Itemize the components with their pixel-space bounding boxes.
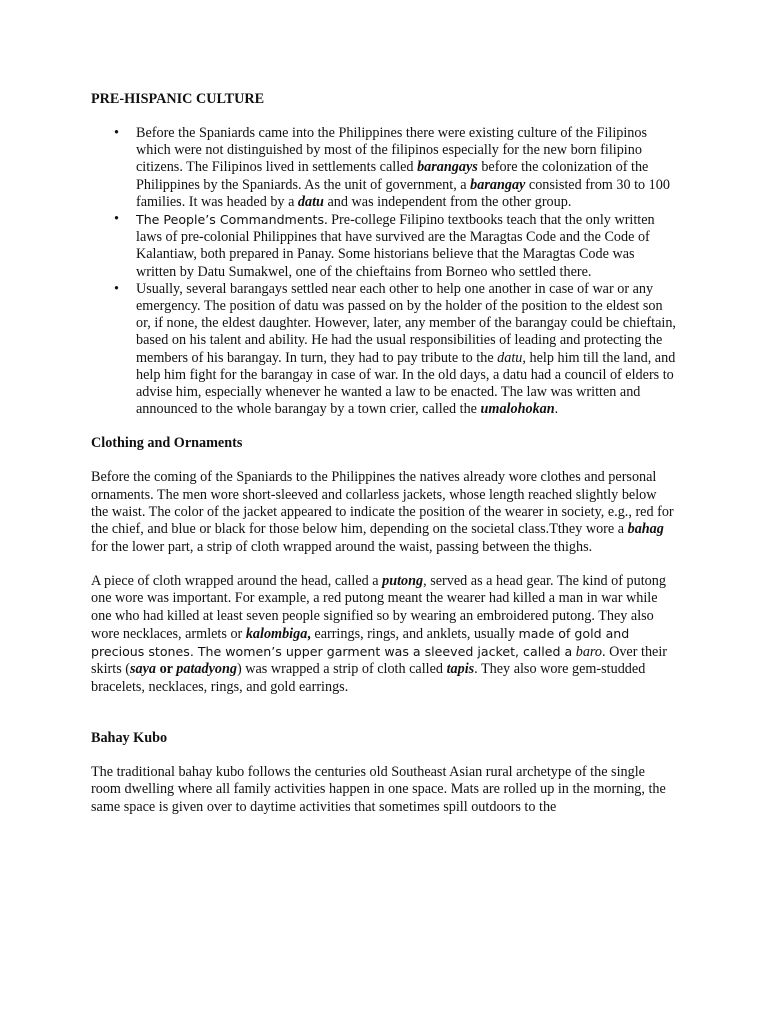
text-run: The People’s Commandments (136, 212, 325, 228)
text-run: datu (297, 193, 324, 210)
bullet-text (136, 281, 676, 417)
culture-bullet-list (91, 125, 676, 418)
bullet-text (136, 212, 655, 280)
paragraph-bahay-kubo: The traditional bahay kubo follows the centuries old Southeast Asian rural archetype of the single room dwelling where all family activities happen in one space. Mats are rolled up in the morning, the same space is given over to daytime activities that sometimes spill outdoors to the (91, 764, 666, 815)
bullet-dot-icon: • (114, 125, 119, 141)
bullet-text (136, 125, 670, 210)
text-run: patadyong (176, 661, 237, 678)
text-run: before the colonization of the Philippines by the Spaniards. As the unit of government, a (136, 159, 649, 193)
bullet-item-datu (91, 281, 676, 419)
text-run: datu (497, 349, 523, 366)
text-run: Before the Spaniards came into the Philippines there were existing culture of the Filipinos which were not distinguished by most of the filipinos especially for the new born filipino citizens. The Filipinos lived in settlements called (136, 125, 648, 176)
text-run: for the lower part, a strip of cloth wrapped around the waist, passing between the thighs. (91, 538, 593, 555)
text-run: , help him till the land, and help him fight for the barangay in case of war. In the old days, a datu had a council of elders to advise him, especially whenever he wanted a law to be enacted. The law was written and announced to the whole barangay by a town crier, called the (136, 349, 676, 418)
text-run: . (554, 401, 559, 418)
text-run: , served as a head gear. The kind of putong one wore was important. For example, a red putong meant the wearer had killed a man in war while one who had killed at least seven people signified so by wearing an embroidered putong. They also wore necklaces, armlets or (91, 572, 666, 642)
text-run: made of gold and precious stones. The women’s upper garment was a sleeved jacket, called a (91, 625, 630, 660)
paragraph-clothing-head-gear (91, 573, 676, 696)
text-run: baro (575, 644, 602, 661)
section-heading-bahay-kubo: Bahay Kubo (91, 730, 168, 747)
bullet-dot-icon: • (114, 211, 119, 228)
text-run: kalombiga (245, 625, 308, 642)
text-run: A piece of cloth wrapped around the head, called a (91, 572, 383, 589)
text-run: bahag (627, 521, 664, 538)
text-run: and was independent from the other group. (323, 193, 572, 210)
text-run: or (156, 661, 177, 678)
text-run: barangays (417, 159, 478, 176)
section-heading-pre-hispanic-culture: PRE-HISPANIC CULTURE (91, 91, 265, 107)
text-run: Usually, several barangays settled near each other to help one another in case of war or any emergency. The position of datu was passed on by the holder of the position to the eldest son or, if none, the eldest daughter. However, later, any member of the barangay could be chieftain, based on his talent and ability. He had the usual responsibilities of leading and protecting the members of his barangay. In turn, they had to pay tribute to the (136, 280, 676, 366)
section-heading-clothing: Clothing and Ornaments (91, 435, 243, 452)
text-run: ) was wrapped a strip of cloth called (236, 661, 447, 678)
text-run: putong (382, 572, 424, 589)
text-run: Before the coming of the Spaniards to the Philippines the natives already wore clothes and personal ornaments. The men wore short-sleeved and collarless jackets, whose length reached slightly below the waist. The color of the jacket appeared to indicate the position of the wearer in society, e.g., red for the chief, and blue or black for those below him, depending on the societal class.Tthey wore a (91, 469, 674, 538)
text-run: consisted from 30 to 100 families. It was headed by a (136, 176, 670, 210)
text-run: earrings, rings, and anklets, usually (310, 625, 519, 642)
text-run: barangay (470, 176, 526, 193)
text-run: . They also wore gem-studded bracelets, necklaces, rings, and gold earrings. (91, 661, 646, 695)
paragraph-clothing-men (91, 469, 676, 555)
text-run: . Pre-college Filipino textbooks teach that the only written laws of pre-colonial Philippines that have survived are the Maragtas Code and the Code of Kalantiaw, both prepared in Panay. Some historians believe that the Maragtas Code was written by Datu Sumakwel, one of the chieftains from Borneo who settled there. (136, 212, 655, 280)
text-run: umalohokan (480, 401, 555, 418)
text-run: saya (130, 661, 157, 678)
bullet-item-commandments (91, 211, 676, 281)
bullet-item-barangays (91, 125, 676, 211)
text-run: , (307, 625, 311, 642)
bullet-dot-icon: • (114, 280, 119, 297)
text-run: tapis (446, 661, 475, 678)
text-run: . Over their skirts ( (91, 644, 668, 678)
